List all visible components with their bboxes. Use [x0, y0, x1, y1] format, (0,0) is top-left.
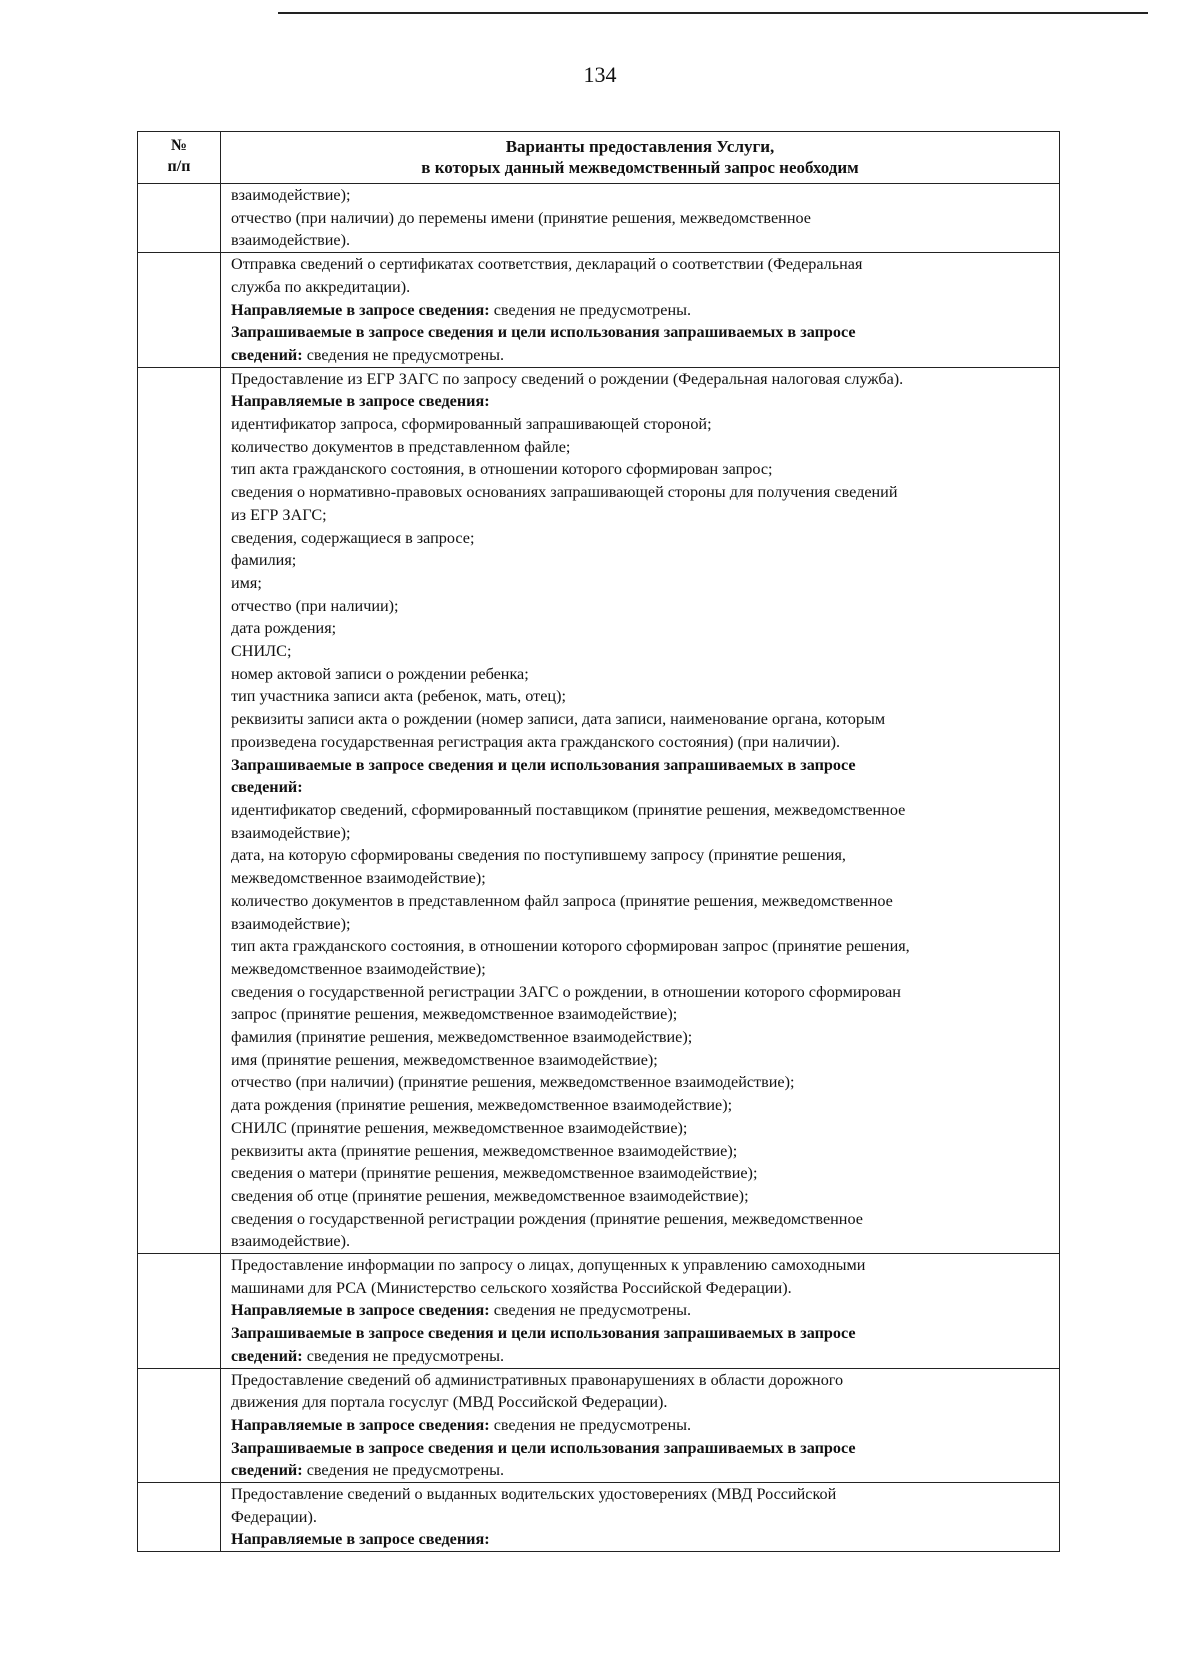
text-segment: движения для портала госуслуг (МВД Российской Федерации).: [231, 1393, 668, 1412]
text-segment: тип акта гражданского состояния, в отношении которого сформирован запрос;: [231, 460, 773, 479]
text-segment: Предоставление сведений об административных правонарушениях в области дорожного: [231, 1370, 844, 1389]
text-segment: сведения об отце (принятие решения, межведомственное взаимодействие);: [231, 1186, 749, 1205]
text-line: [231, 958, 1055, 981]
text-segment: сведения не предусмотрены.: [489, 1301, 692, 1320]
text-line: [231, 1094, 1055, 1117]
text-line: [231, 253, 1055, 276]
text-segment: отчество (при наличии) до перемены имени (принятие решения, межведомственное: [231, 208, 811, 227]
text-line: [231, 1483, 1055, 1506]
text-line: [231, 640, 1055, 663]
text-line: [231, 822, 1055, 845]
text-line: [231, 549, 1055, 572]
text-segment: сведения не предусмотрены.: [302, 1346, 505, 1365]
text-segment: идентификатор сведений, сформированный поставщиком (принятие решения, межведомственное: [231, 800, 906, 819]
text-line: [231, 1345, 1055, 1368]
text-line: [231, 1528, 1055, 1551]
text-line: [231, 913, 1055, 936]
text-line: [231, 184, 1055, 207]
row-number-cell: [138, 184, 221, 253]
header-title-cell: [221, 132, 1060, 184]
text-line: [231, 890, 1055, 913]
text-segment: сведения не предусмотрены.: [489, 1415, 692, 1434]
row-number-cell: [138, 1483, 221, 1552]
bold-text-segment: Направляемые в запросе сведения:: [231, 300, 490, 319]
header-title-line-1: Варианты предоставления Услуги,: [505, 137, 775, 156]
text-line: [231, 595, 1055, 618]
text-line: [231, 1437, 1055, 1460]
text-line: [231, 390, 1055, 413]
text-line: [231, 504, 1055, 527]
text-line: [231, 368, 1055, 391]
text-line: [231, 413, 1055, 436]
text-segment: количество документов в представленном файл запроса (принятие решения, межведомственное: [231, 891, 893, 910]
text-segment: количество документов в представленном файле;: [231, 437, 571, 456]
text-line: [231, 458, 1055, 481]
text-line: [231, 617, 1055, 640]
table-body: [138, 132, 1060, 1552]
text-segment: сведения не предусмотрены.: [302, 345, 505, 364]
text-line: [231, 1299, 1055, 1322]
text-line: [231, 321, 1055, 344]
text-segment: тип участника записи акта (ребенок, мать, отец);: [231, 687, 566, 706]
text-line: [231, 1140, 1055, 1163]
table-header-row: [138, 132, 1060, 184]
text-line: [231, 1071, 1055, 1094]
text-line: [231, 344, 1055, 367]
row-number-cell: [138, 253, 221, 368]
bold-text-segment: Запрашиваемые в запросе сведения и цели использования запрашиваемых в запросе: [231, 1438, 856, 1457]
text-segment: Федерации).: [231, 1507, 317, 1526]
bold-text-segment: сведений:: [231, 1346, 303, 1365]
text-line: [231, 1162, 1055, 1185]
row-text-cell: [221, 1483, 1060, 1552]
text-segment: взаимодействие);: [231, 823, 351, 842]
text-segment: служба по аккредитации).: [231, 277, 411, 296]
text-segment: взаимодействие);: [231, 186, 351, 204]
text-line: [231, 1322, 1055, 1345]
bold-text-segment: Запрашиваемые в запросе сведения и цели использования запрашиваемых в запросе: [231, 323, 856, 342]
text-line: [231, 527, 1055, 550]
text-line: [231, 572, 1055, 595]
table-row: [138, 367, 1060, 1253]
text-segment: сведения не предусмотрены.: [302, 1461, 505, 1480]
text-segment: машинами для РСА (Министерство сельского хозяйства Российской Федерации).: [231, 1278, 792, 1297]
text-segment: отчество (при наличии);: [231, 596, 399, 615]
table-row: [138, 1483, 1060, 1552]
text-line: [231, 1414, 1055, 1437]
bold-text-segment: Запрашиваемые в запросе сведения и цели использования запрашиваемых в запросе: [231, 755, 856, 774]
row-text-cell: [221, 253, 1060, 368]
text-line: [231, 663, 1055, 686]
table-row: [138, 184, 1060, 253]
text-segment: фамилия;: [231, 551, 297, 570]
text-segment: имя;: [231, 573, 262, 592]
row-text-cell: [221, 184, 1060, 253]
table-row: [138, 1254, 1060, 1369]
text-line: [231, 731, 1055, 754]
bold-text-segment: Направляемые в запросе сведения:: [231, 1301, 490, 1320]
text-segment: тип акта гражданского состояния, в отношении которого сформирован запрос (принятие решения,: [231, 937, 910, 956]
bold-text-segment: сведений:: [231, 345, 303, 364]
bold-text-segment: Направляемые в запросе сведения:: [231, 1530, 490, 1549]
text-line: [231, 844, 1055, 867]
text-line: [231, 1277, 1055, 1300]
text-segment: сведения о нормативно-правовых основаниях запрашивающей стороны для получения сведений: [231, 483, 898, 502]
text-line: [231, 1185, 1055, 1208]
text-segment: дата, на которую сформированы сведения по поступившему запросу (принятие решения,: [231, 846, 846, 865]
bold-text-segment: сведений:: [231, 778, 303, 797]
text-line: [231, 685, 1055, 708]
table-row: [138, 253, 1060, 368]
text-segment: фамилия (принятие решения, межведомственное взаимодействие);: [231, 1028, 693, 1047]
text-segment: дата рождения (принятие решения, межведомственное взаимодействие);: [231, 1096, 733, 1115]
text-line: [231, 1117, 1055, 1140]
text-line: [231, 1208, 1055, 1231]
row-number-cell: [138, 367, 221, 1253]
text-segment: сведения о матери (принятие решения, межведомственное взаимодействие);: [231, 1164, 758, 1183]
header-number-cell: [138, 132, 221, 184]
text-segment: номер актовой записи о рождении ребенка;: [231, 664, 529, 683]
text-segment: СНИЛС;: [231, 642, 292, 661]
text-line: [231, 754, 1055, 777]
row-text-cell: [221, 1254, 1060, 1369]
text-segment: дата рождения;: [231, 619, 337, 638]
text-line: [231, 1026, 1055, 1049]
text-segment: сведения, содержащиеся в запросе;: [231, 528, 475, 547]
top-rule: [278, 12, 1148, 14]
text-line: [231, 229, 1055, 252]
text-segment: сведения о государственной регистрации ЗАГС о рождении, в отношении которого сформирован: [231, 982, 901, 1001]
text-segment: из ЕГР ЗАГС;: [231, 505, 327, 524]
bold-text-segment: Направляемые в запросе сведения:: [231, 392, 490, 411]
text-line: [231, 1003, 1055, 1026]
text-line: [231, 299, 1055, 322]
text-line: [231, 436, 1055, 459]
text-line: [231, 276, 1055, 299]
text-segment: межведомственное взаимодействие);: [231, 869, 486, 888]
bold-text-segment: Направляемые в запросе сведения:: [231, 1415, 490, 1434]
text-line: [231, 867, 1055, 890]
text-line: [231, 799, 1055, 822]
text-segment: реквизиты записи акта о рождении (номер записи, дата записи, наименование органа, которым: [231, 710, 886, 729]
text-segment: отчество (при наличии) (принятие решения, межведомственное взаимодействие);: [231, 1073, 795, 1092]
text-line: [231, 1506, 1055, 1529]
text-segment: сведения о государственной регистрации рождения (принятие решения, межведомственное: [231, 1209, 863, 1228]
header-title-line-2: в которых данный межведомственный запрос необходим: [421, 158, 859, 177]
text-line: [231, 776, 1055, 799]
text-line: [231, 207, 1055, 230]
text-segment: реквизиты акта (принятие решения, межведомственное взаимодействие);: [231, 1141, 738, 1160]
bold-text-segment: сведений:: [231, 1461, 303, 1480]
text-segment: Предоставление информации по запросу о лицах, допущенных к управлению самоходными: [231, 1256, 866, 1275]
header-number-label: №: [170, 137, 188, 154]
text-line: [231, 1459, 1055, 1482]
text-line: [231, 935, 1055, 958]
text-segment: имя (принятие решения, межведомственное взаимодействие);: [231, 1050, 658, 1069]
text-segment: взаимодействие).: [231, 231, 351, 250]
text-segment: идентификатор запроса, сформированный запрашивающей стороной;: [231, 415, 712, 434]
text-segment: запрос (принятие решения, межведомственное взаимодействие);: [231, 1005, 678, 1024]
text-segment: взаимодействие);: [231, 914, 351, 933]
text-line: [231, 708, 1055, 731]
text-segment: произведена государственная регистрация акта гражданского состояния) (при наличии).: [231, 732, 841, 751]
text-line: [231, 481, 1055, 504]
table-row: [138, 1368, 1060, 1483]
text-segment: сведения не предусмотрены.: [489, 300, 692, 319]
header-number-sublabel: п/п: [167, 158, 191, 175]
text-segment: взаимодействие).: [231, 1232, 351, 1251]
text-segment: Отправка сведений о сертификатах соответствия, деклараций о соответствии (Федеральная: [231, 255, 863, 274]
row-text-cell: [221, 1368, 1060, 1483]
text-segment: Предоставление из ЕГР ЗАГС по запросу сведений о рождении (Федеральная налоговая служба).: [231, 369, 904, 388]
page-number: 134: [583, 62, 617, 87]
row-text-cell: [221, 367, 1060, 1253]
row-number-cell: [138, 1368, 221, 1483]
text-segment: межведомственное взаимодействие);: [231, 959, 486, 978]
text-line: [231, 1391, 1055, 1414]
services-table: [137, 131, 1060, 1552]
text-line: [231, 981, 1055, 1004]
text-line: [231, 1230, 1055, 1253]
text-segment: СНИЛС (принятие решения, межведомственное взаимодействие);: [231, 1118, 688, 1137]
text-line: [231, 1369, 1055, 1392]
text-segment: Предоставление сведений о выданных водительских удостоверениях (МВД Российской: [231, 1485, 837, 1504]
text-line: [231, 1049, 1055, 1072]
bold-text-segment: Запрашиваемые в запросе сведения и цели использования запрашиваемых в запросе: [231, 1324, 856, 1343]
text-line: [231, 1254, 1055, 1277]
row-number-cell: [138, 1254, 221, 1369]
